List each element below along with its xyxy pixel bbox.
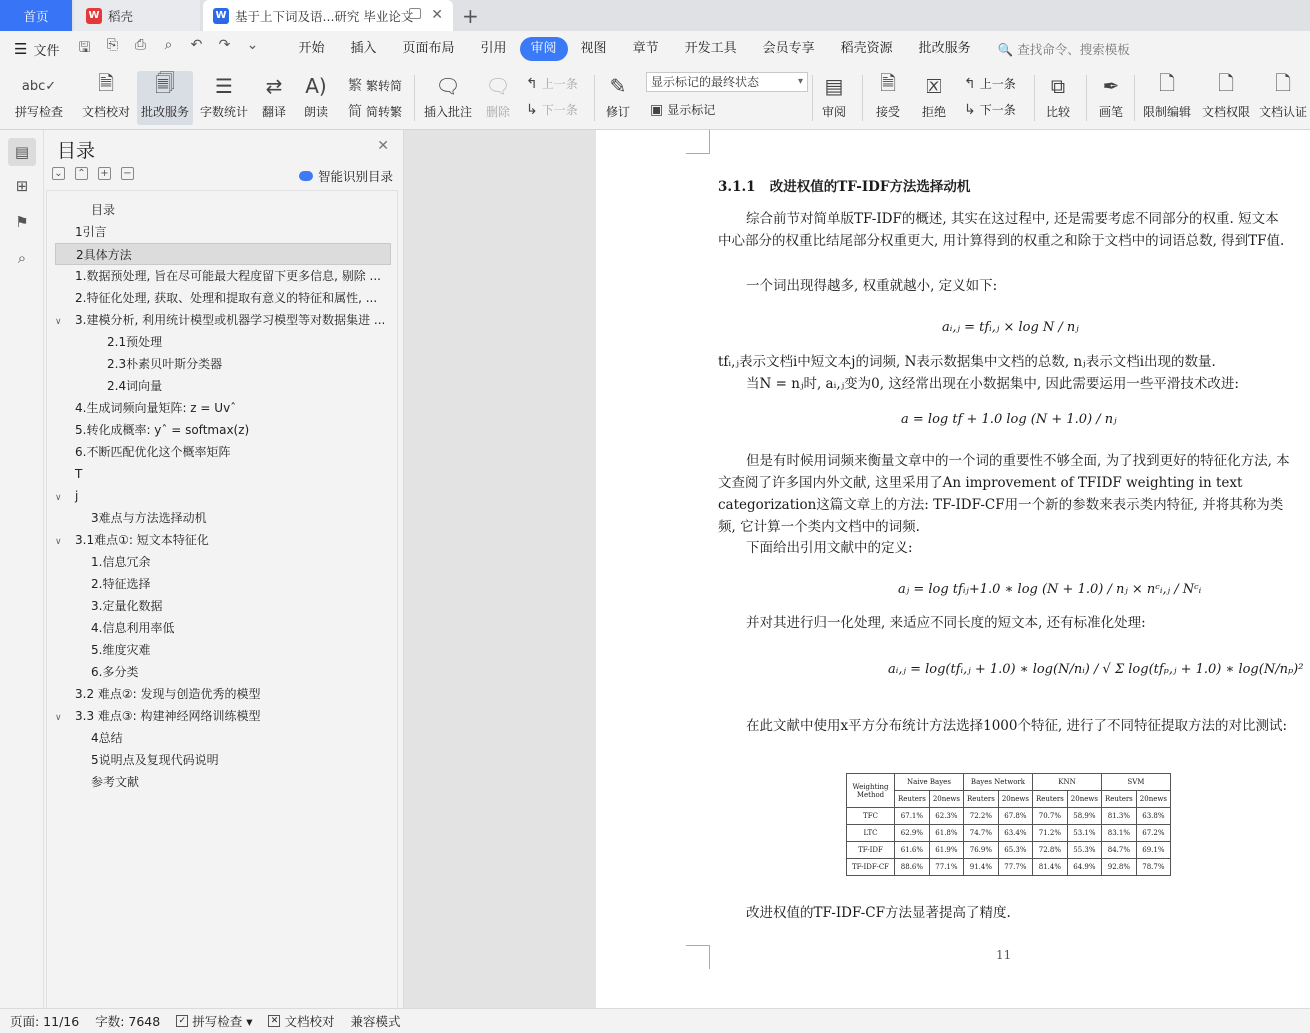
customize-chevron-icon[interactable]: ⌄ xyxy=(246,37,259,53)
word-count-indicator[interactable]: 字数: 7648 xyxy=(95,1014,161,1029)
toc-item[interactable] xyxy=(55,573,391,595)
toc-item-label: 2具体方法 xyxy=(76,248,132,262)
toc-item[interactable] xyxy=(55,243,391,265)
menu-bar xyxy=(0,31,1310,67)
toc-item[interactable] xyxy=(55,749,391,771)
status-doc-proof-label: 文档校对 xyxy=(284,1014,335,1029)
table-cell: 67.8% xyxy=(998,808,1032,825)
trad-to-simp-button[interactable] xyxy=(348,75,402,95)
table-cell: 84.7% xyxy=(1101,842,1136,859)
toc-item-label: 3.定量化数据 xyxy=(91,599,163,613)
grading-service-label: 批改服务 xyxy=(140,105,189,119)
toc-item[interactable] xyxy=(55,221,391,243)
toc-item[interactable] xyxy=(55,529,391,551)
formula: aᵢ,ⱼ = tfᵢ,ⱼ × log N / nⱼ xyxy=(942,320,1079,335)
table-header: Naive Bayes xyxy=(895,774,964,791)
table-cell: 72.2% xyxy=(963,808,998,825)
ribbon-separator xyxy=(1034,75,1035,121)
tab-document[interactable] xyxy=(203,0,453,31)
doc-permission-button[interactable] xyxy=(1200,71,1252,125)
doc-check-button[interactable] xyxy=(80,71,132,125)
trad-to-simp-icon: 繁 xyxy=(348,78,362,94)
toc-item-label: 2.特征选择 xyxy=(91,577,151,591)
spell-check-button[interactable] xyxy=(10,71,68,125)
toc-item[interactable] xyxy=(55,331,391,353)
menu-item[interactable]: 开发工具 xyxy=(684,41,737,56)
prev-comment-button[interactable] xyxy=(526,75,578,92)
toc-item-label: T xyxy=(75,467,83,481)
table-cell: 78.7% xyxy=(1136,859,1170,876)
table-cell: 64.9% xyxy=(1067,859,1101,876)
menu-item[interactable]: 稻壳资源 xyxy=(840,41,893,56)
toc-item-label: 1.信息冗余 xyxy=(91,555,151,569)
docer-logo-icon: W xyxy=(86,8,102,24)
search-icon[interactable]: ⌕ xyxy=(17,249,27,267)
toc-panel xyxy=(44,130,404,1008)
toc-item[interactable] xyxy=(55,551,391,573)
paragraph: 改进权值的TF-IDF-CF方法显著提高了精度. xyxy=(746,905,1011,921)
paragraph: 当N = nⱼ时, aᵢ,ⱼ变为0, 这经常出现在小数据集中, 因此需要运用一些平滑技术改进: xyxy=(746,376,1239,392)
menu-item[interactable]: 插入 xyxy=(350,41,377,56)
table-subheader: 20news xyxy=(1067,791,1101,808)
toc-item-label: 2.特征化处理, 获取、处理和提取有意义的特征和属性, ... xyxy=(75,291,378,305)
simp-to-trad-icon: 简 xyxy=(348,104,362,120)
expand-toggle-icon[interactable]: ∨ xyxy=(55,493,62,503)
quick-access-toolbar xyxy=(75,37,261,61)
chapter-nav-icon[interactable]: ⊞ xyxy=(15,177,29,195)
smart-toc-icon xyxy=(299,171,313,181)
doc-auth-label: 文档认证 xyxy=(1258,105,1307,119)
table-cell: 88.6% xyxy=(895,859,930,876)
table-cell: 58.9% xyxy=(1067,808,1101,825)
expand-toggle-icon[interactable]: ∨ xyxy=(55,537,62,547)
smart-toc-label: 智能识别目录 xyxy=(317,169,393,184)
table-cell: 62.9% xyxy=(895,825,930,842)
toc-item[interactable] xyxy=(55,353,391,375)
word-count-label: 字数统计 xyxy=(199,105,248,119)
table-row xyxy=(847,859,1171,876)
table-cell: 81.4% xyxy=(1032,859,1067,876)
pen-button[interactable] xyxy=(1094,71,1128,125)
tab-home[interactable] xyxy=(0,0,72,31)
toc-item[interactable] xyxy=(55,727,391,749)
smart-toc-button[interactable] xyxy=(299,167,393,185)
insert-comment-button[interactable] xyxy=(422,71,474,125)
toc-item-label: 参考文献 xyxy=(91,775,140,789)
toc-item[interactable] xyxy=(55,617,391,639)
table-cell: 72.8% xyxy=(1032,842,1067,859)
toc-item-label: 5.转化成概率: yˆ = softmax(z) xyxy=(75,423,250,437)
toc-item-label: 2.3朴素贝叶斯分类器 xyxy=(107,357,223,371)
tab-docer[interactable] xyxy=(74,0,200,31)
table-cell: 67.1% xyxy=(895,808,930,825)
toc-item[interactable] xyxy=(55,441,391,463)
status-bar xyxy=(0,1008,1310,1033)
hamburger-icon: ☰ xyxy=(14,40,28,58)
toc-item-label: 6.不断匹配优化这个概率矩阵 xyxy=(75,445,231,459)
paragraph: 在此文献中使用x平方分布统计方法选择1000个特征, 进行了不同特征提取方法的对比测试: xyxy=(746,718,1288,734)
file-menu[interactable] xyxy=(14,40,59,59)
tab-home-label: 首页 xyxy=(23,8,49,24)
writer-logo-icon: W xyxy=(213,8,229,24)
table-cell: 83.1% xyxy=(1101,825,1136,842)
read-aloud-icon: A) xyxy=(305,74,327,98)
word-count-button[interactable] xyxy=(198,71,250,125)
translate-label: 翻译 xyxy=(261,105,286,119)
review-pane-label: 审阅 xyxy=(821,105,846,119)
spell-check-label: 拼写检查 xyxy=(14,105,63,119)
word-count-icon: ☰ xyxy=(215,74,233,98)
toc-item[interactable] xyxy=(55,661,391,683)
toc-item[interactable] xyxy=(55,397,391,419)
toc-item-label: 6.多分类 xyxy=(91,665,139,679)
expand-all-icon[interactable]: ⌃ xyxy=(75,167,88,180)
toc-item-label: 4总结 xyxy=(91,731,123,745)
accept-label: 接受 xyxy=(875,105,900,119)
table-cell: 77.1% xyxy=(929,859,963,876)
menu-item[interactable]: 会员专享 xyxy=(762,41,815,56)
toc-title: 目录 xyxy=(57,140,96,162)
track-changes-label: 修订 xyxy=(605,105,630,119)
table-cell: 63.8% xyxy=(1136,808,1170,825)
restrict-edit-button[interactable] xyxy=(1140,71,1194,125)
ribbon-separator xyxy=(1134,75,1135,121)
compare-icon: ⧉ xyxy=(1050,74,1066,98)
table-subheader: Reuters xyxy=(1101,791,1136,808)
menu-item[interactable]: 视图 xyxy=(580,41,607,56)
toc-item-label: 3难点与方法选择动机 xyxy=(91,511,207,525)
command-search-placeholder: 查找命令、搜索模板 xyxy=(1017,42,1130,57)
table-row xyxy=(847,842,1171,859)
menu-item[interactable]: 章节 xyxy=(632,41,659,56)
paragraph: 并对其进行归一化处理, 来适应不同长度的短文本, 还有标准化处理: xyxy=(746,615,1146,631)
delete-comment-button[interactable] xyxy=(480,71,516,125)
comment-add-icon: 🗨 xyxy=(435,74,461,98)
toc-item-label: 3.1难点①: 短文本特征化 xyxy=(75,533,209,547)
next-comment-icon: ↳ xyxy=(526,101,538,118)
doc-permission-label: 文档权限 xyxy=(1201,105,1250,119)
bookmark-icon[interactable]: ⚑ xyxy=(15,213,29,231)
page-number: 11 xyxy=(996,948,1012,962)
delete-comment-label: 删除 xyxy=(485,105,510,119)
table-cell: 61.8% xyxy=(929,825,963,842)
export-icon[interactable]: ⎘ xyxy=(106,37,119,53)
table-cell: LTC xyxy=(847,825,895,842)
doc-check-icon: 🗎 xyxy=(97,71,115,95)
formula: a = log tf + 1.0 log (N + 1.0) / nⱼ xyxy=(901,412,1117,427)
navigation-strip xyxy=(0,130,44,1008)
menu-item[interactable]: 引用 xyxy=(480,41,507,56)
toc-item-label: 2.4词向量 xyxy=(107,379,163,393)
section-heading xyxy=(718,176,1290,198)
expand-toggle-icon[interactable]: ∨ xyxy=(55,713,62,723)
redo-icon[interactable]: ↷ xyxy=(218,37,231,53)
paragraph: tfᵢ,ⱼ表示文档i中短文本j的词频, N表示数据集中文档的总数, nⱼ表示文档i出现的数量. xyxy=(718,354,1216,370)
table-cell: 63.4% xyxy=(998,825,1032,842)
toc-item-label: 4.生成词频向量矩阵: z = Uvˆ xyxy=(75,401,237,415)
grading-service-icon: 🗐 xyxy=(155,71,175,95)
track-changes-button[interactable] xyxy=(600,71,636,125)
table-cell: 70.7% xyxy=(1032,808,1067,825)
menu-items xyxy=(285,37,983,61)
reject-label: 拒绝 xyxy=(921,105,946,119)
tab-document-label: 基于上下词及语...研究 毕业论文 xyxy=(235,8,414,24)
prev-change-button[interactable] xyxy=(964,75,1016,92)
menu-item[interactable]: 开始 xyxy=(298,41,325,56)
doc-auth-button[interactable] xyxy=(1258,71,1308,125)
proof-icon: ✕ xyxy=(268,1015,280,1027)
remove-heading-icon[interactable]: − xyxy=(121,167,134,180)
table-cell: 81.3% xyxy=(1101,808,1136,825)
status-spell-check-label: 拼写检查 xyxy=(192,1014,243,1029)
menu-item[interactable]: 批改服务 xyxy=(918,41,971,56)
close-icon[interactable]: ✕ xyxy=(377,138,389,154)
accept-icon: 🗎 xyxy=(879,71,897,95)
print-preview-icon[interactable]: ⌕ xyxy=(164,37,173,53)
table-subheader: 20news xyxy=(998,791,1032,808)
toc-toolbar xyxy=(52,167,134,180)
table-cell: 77.7% xyxy=(998,859,1032,876)
document-page[interactable] xyxy=(596,130,1310,1008)
table-cell: TF-IDF-CF xyxy=(847,859,895,876)
toc-item[interactable] xyxy=(55,265,391,287)
print-icon[interactable]: ⎙ xyxy=(134,37,147,53)
prev-change-label: 上一条 xyxy=(979,77,1016,91)
toc-item-label: 3.建模分析, 利用统计模型或机器学习模型等对数据集进 ... xyxy=(75,313,386,327)
toc-item[interactable] xyxy=(55,683,391,705)
restrict-edit-label: 限制编辑 xyxy=(1142,105,1191,119)
toc-item-label: 2.1预处理 xyxy=(107,335,163,349)
table-header: KNN xyxy=(1032,774,1101,791)
formula: aⱼ = log tfᵢⱼ+1.0 ∗ log (N + 1.0) / nⱼ × nᶜᵢ,ⱼ / Nᶜᵢ xyxy=(898,582,1202,597)
table-cell: 61.9% xyxy=(929,842,963,859)
status-doc-proof[interactable] xyxy=(268,1012,334,1030)
table-subheader: Reuters xyxy=(1032,791,1067,808)
comment-delete-icon: 🗨 xyxy=(485,74,511,98)
table-cell: 76.9% xyxy=(963,842,998,859)
table-cell: 69.1% xyxy=(1136,842,1170,859)
table-cell: 65.3% xyxy=(998,842,1032,859)
table-cell: 55.3% xyxy=(1067,842,1101,859)
ribbon-separator xyxy=(862,75,863,121)
paragraph: 但是有时候用词频来衡量文章中的一个词的重要性不够全面, 为了找到更好的特征化方法, 本文查阅了许多国内外文献, 这里采用了An improvement of TFIDF weighting in text categorization这篇文章上的方法: TF-IDF-CF用一个新的参数来表示类内特征, 并将其称为类频, 它计算一个类内文档中的词频. xyxy=(718,453,1290,535)
markup-state-select[interactable]: 显示标记的最终状态 ▾ xyxy=(646,72,808,92)
table-header: Bayes Network xyxy=(963,774,1032,791)
tab-docer-label: 稻壳 xyxy=(108,8,134,24)
toc-item-label: 3.2 难点②: 发现与创造优秀的模型 xyxy=(75,687,261,701)
doc-permission-icon: 🗋 xyxy=(1217,71,1235,95)
table-row xyxy=(847,825,1171,842)
section-title: 改进权值的TF-IDF方法选择动机 xyxy=(769,179,971,195)
table-subheader: Reuters xyxy=(963,791,998,808)
table-cell: 74.7% xyxy=(963,825,998,842)
lock-icon: 🗋 xyxy=(1158,71,1176,95)
document-area xyxy=(404,130,1310,1008)
simp-to-trad-button[interactable] xyxy=(348,101,402,121)
formula: aᵢ,ⱼ = log(tfᵢ,ⱼ + 1.0) ∗ log(N/nᵢ) / √ Σ log(tfₚ,ⱼ + 1.0) ∗ log(N/nₚ)² xyxy=(888,662,1304,677)
undo-icon[interactable]: ↶ xyxy=(190,37,203,53)
page-corner-mark xyxy=(686,130,710,154)
simp-to-trad-label: 简转繁 xyxy=(366,104,403,119)
toc-item[interactable] xyxy=(55,705,391,727)
table-subheader: 20news xyxy=(1136,791,1170,808)
table-cell: TF-IDF xyxy=(847,842,895,859)
paragraph: 综合前节对简单版TF-IDF的概述, 其实在这过程中, 还是需要考虑不同部分的权重. 短文本中心部分的权重比结尾部分权重更大, 用计算得到的权重之和除于文档中的词语总数, 得到TF值. xyxy=(718,211,1285,249)
ribbon-separator xyxy=(1086,75,1087,121)
toc-item-label: 目录 xyxy=(91,203,116,217)
read-aloud-label: 朗读 xyxy=(303,105,328,119)
table-cell: 67.2% xyxy=(1136,825,1170,842)
paragraph: 一个词出现得越多, 权重就越小, 定义如下: xyxy=(746,278,998,294)
menu-item[interactable]: 审阅 xyxy=(520,37,568,61)
paragraph: 下面给出引用文献中的定义: xyxy=(746,540,913,556)
toc-item-label: 1.数据预处理, 旨在尽可能最大程度留下更多信息, 剔除 ... xyxy=(75,269,381,283)
close-icon[interactable]: ✕ xyxy=(431,7,443,23)
next-change-label: 下一条 xyxy=(979,103,1016,117)
review-pane-button[interactable] xyxy=(816,71,852,125)
insert-comment-label: 插入批注 xyxy=(423,105,472,119)
toc-item[interactable] xyxy=(55,507,391,529)
read-aloud-button[interactable] xyxy=(299,71,333,125)
toc-item-label: 5.维度灾难 xyxy=(91,643,151,657)
translate-button[interactable] xyxy=(256,71,292,125)
ribbon-separator xyxy=(414,75,415,121)
table-header: Weighting Method xyxy=(847,774,895,808)
toc-pane-icon[interactable]: ▤ xyxy=(8,138,36,166)
show-markup-dropdown[interactable] xyxy=(650,101,715,118)
comparison-table xyxy=(846,773,1171,876)
show-markup-icon: ▣ xyxy=(650,101,664,118)
pen-label: 画笔 xyxy=(1098,105,1123,119)
compat-mode-indicator: 兼容模式 xyxy=(350,1014,401,1029)
page-corner-mark xyxy=(686,945,710,969)
collapse-all-icon[interactable]: ⌄ xyxy=(52,167,65,180)
toc-item[interactable] xyxy=(55,375,391,397)
tab-bar xyxy=(0,0,1310,31)
toc-item[interactable] xyxy=(55,287,391,309)
menu-item[interactable]: 页面布局 xyxy=(402,41,455,56)
compare-label: 比较 xyxy=(1045,105,1070,119)
toc-item[interactable] xyxy=(55,771,391,793)
toc-item[interactable] xyxy=(55,463,391,485)
add-heading-icon[interactable]: + xyxy=(98,167,111,180)
toc-item-label: 4.信息利用率低 xyxy=(91,621,175,635)
table-cell: 92.8% xyxy=(1101,859,1136,876)
toc-item-label: j xyxy=(75,489,79,503)
table-cell: 91.4% xyxy=(963,859,998,876)
page-indicator[interactable]: 页面: 11/16 xyxy=(10,1014,80,1029)
check-icon: ✓ xyxy=(176,1015,188,1027)
file-menu-label: 文件 xyxy=(33,43,60,59)
table-cell: 71.2% xyxy=(1032,825,1067,842)
show-markup-label: 显示标记 xyxy=(667,103,716,117)
table-header: SVM xyxy=(1101,774,1170,791)
next-comment-button[interactable] xyxy=(526,101,578,118)
save-icon[interactable]: 🖫 xyxy=(78,40,91,56)
expand-toggle-icon[interactable]: ∨ xyxy=(55,317,62,327)
table-subheader: 20news xyxy=(929,791,963,808)
toc-item[interactable] xyxy=(55,639,391,661)
section-number: 3.1.1 xyxy=(718,179,756,195)
grading-service-button[interactable] xyxy=(137,71,193,125)
prev-comment-icon: ↰ xyxy=(526,75,538,92)
ribbon-separator xyxy=(812,75,813,121)
reject-button[interactable] xyxy=(916,71,952,125)
new-tab-icon[interactable]: + xyxy=(462,4,479,28)
prev-comment-label: 上一条 xyxy=(541,77,578,91)
doc-check-label: 文档校对 xyxy=(81,105,130,119)
toc-item-label: 3.3 难点③: 构建神经网络训练模型 xyxy=(75,709,261,723)
toc-item-label: 5说明点及复现代码说明 xyxy=(91,753,219,767)
next-change-icon: ↳ xyxy=(964,101,976,118)
reject-icon: 🗵 xyxy=(926,74,942,98)
doc-auth-icon: 🗋 xyxy=(1274,71,1292,95)
next-comment-label: 下一条 xyxy=(541,103,578,117)
toc-item[interactable] xyxy=(55,199,391,221)
status-spell-check[interactable]: ✓ 拼写检查 ▾ xyxy=(176,1012,252,1030)
toc-item[interactable] xyxy=(55,485,391,507)
toc-item-label: 1引言 xyxy=(75,225,107,239)
translate-icon: ⇄ xyxy=(265,74,283,98)
review-pane-icon: ▤ xyxy=(824,74,844,98)
table-cell: 62.3% xyxy=(929,808,963,825)
table-subheader: Reuters xyxy=(895,791,930,808)
toc-list xyxy=(46,190,398,1008)
ribbon-separator xyxy=(594,75,595,121)
track-changes-icon: ✎ xyxy=(609,74,627,98)
table-cell: 61.6% xyxy=(895,842,930,859)
command-search[interactable]: 🔍 查找命令、搜索模板 xyxy=(997,42,1130,57)
spell-check-icon: abc✓ xyxy=(21,78,57,94)
table-cell: 53.1% xyxy=(1067,825,1101,842)
toc-item[interactable] xyxy=(55,595,391,617)
pen-icon: ✒ xyxy=(1102,74,1120,98)
accept-button[interactable] xyxy=(870,71,906,125)
table-cell: TFC xyxy=(847,808,895,825)
tab-window-icon[interactable] xyxy=(409,8,421,19)
compare-button[interactable] xyxy=(1040,71,1076,125)
next-change-button[interactable] xyxy=(964,101,1016,118)
toc-item[interactable] xyxy=(55,309,391,331)
table-row xyxy=(847,808,1171,825)
trad-to-simp-label: 繁转简 xyxy=(366,78,403,93)
prev-change-icon: ↰ xyxy=(964,75,976,92)
toc-item[interactable] xyxy=(55,419,391,441)
